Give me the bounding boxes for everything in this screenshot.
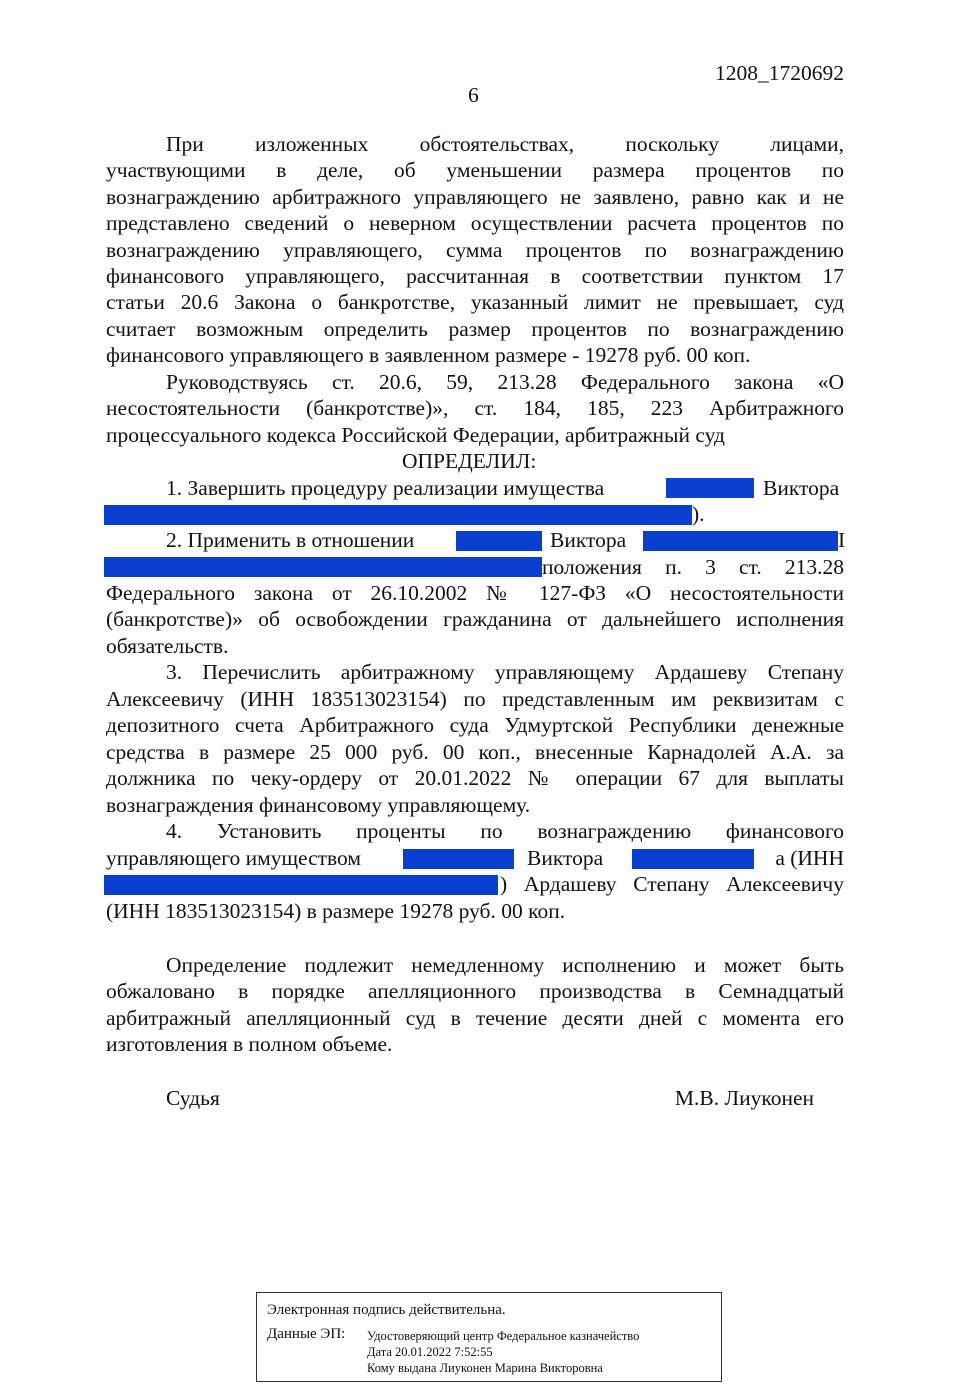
text-line: депозитного счета Арбитражного суда Удмуртской Республики денежные (106, 713, 844, 737)
text-line: (ИНН 183513023154) в размере 19278 руб. 00 коп. (106, 899, 566, 923)
text-line: Виктора (550, 528, 627, 552)
text-line: Определение подлежит немедленному исполнению и может быть (166, 953, 844, 977)
text-line: обжаловано в порядке апелляционного производства в Семнадцатый (106, 979, 844, 1003)
text-line: финансового управляющего, рассчитанная в соответствии пунктом 17 (106, 264, 844, 288)
signature-issuer: Удостоверяющий центр Федеральное казначейство (367, 1329, 640, 1343)
text-line: Виктора (527, 846, 604, 870)
redaction-bar (104, 505, 692, 525)
text-line: управляющего имуществом (106, 846, 361, 870)
text-line: статьи 20.6 Закона о банкротстве, указанный лимит не превышает, суд (106, 290, 844, 314)
text-line: изготовления в полном объеме. (106, 1032, 393, 1056)
text-line: При изложенных обстоятельствах, поскольку лицами, (166, 132, 844, 156)
redaction-bar (643, 531, 838, 551)
text-line: финансового управляющего в заявленном размере - 19278 руб. 00 коп. (106, 343, 751, 367)
text-line: процессуального кодекса Российской Федерации, арбитражный суд (106, 423, 725, 447)
text-line: 2. Применить в отношении (166, 528, 415, 552)
ruling-heading: ОПРЕДЕЛИЛ: (402, 449, 537, 473)
text-line: участвующими в деле, об уменьшении размера процентов по (106, 158, 844, 182)
signature-owner: Кому выдана Лиуконен Марина Викторовна (367, 1361, 603, 1375)
document-id: 1208_1720692 (715, 61, 844, 85)
text-line: положения п. 3 ст. 213.28 (542, 555, 844, 579)
text-line: несостоятельности (банкротстве)», ст. 184, 185, 223 Арбитражного (106, 396, 844, 420)
text-line: обязательств. (106, 634, 229, 658)
signature-label: Данные ЭП: (267, 1326, 346, 1342)
redaction-bar (104, 557, 542, 577)
redaction-bar (104, 875, 498, 895)
text-line: (банкротстве)» об освобождении гражданина от дальнейшего исполнения (106, 607, 844, 631)
text-line: Руководствуясь ст. 20.6, 59, 213.28 Федерального закона «О (166, 370, 844, 394)
text-line: I (838, 528, 846, 552)
text-line: считает возможным определить размер процентов по вознаграждению (106, 317, 844, 341)
signature-status: Электронная подпись действительна. (267, 1302, 506, 1318)
text-line: Федерального закона от 26.10.2002 № 127-ФЗ «О несостоятельности (106, 581, 844, 605)
text-line: вознаграждения финансовому управляющему. (106, 793, 531, 817)
judge-label: Судья (166, 1086, 220, 1110)
text-line: Алексеевичу (ИНН 183513023154) по представленным им реквизитам с (106, 687, 844, 711)
text-line: арбитражный апелляционный суд в течение десяти дней с момента его (106, 1006, 844, 1030)
redaction-bar (666, 478, 754, 498)
redaction-bar (632, 849, 754, 869)
text-line: а (ИНН (775, 846, 844, 870)
judge-name: М.В. Лиуконен (674, 1086, 814, 1110)
redaction-bar (403, 849, 514, 869)
text-line: ) Ардашеву Степану Алексеевичу (500, 872, 844, 896)
text-line: представлено сведений о неверном осуществлении расчета процентов по (106, 211, 844, 235)
signature-date: Дата 20.01.2022 7:52:55 (367, 1345, 493, 1359)
text-line: 3. Перечислить арбитражному управляющему Ардашеву Степану (166, 660, 844, 684)
text-line: Виктора (763, 476, 840, 500)
text-line: 1. Завершить процедуру реализации имущества (166, 476, 605, 500)
text-line: вознаграждению управляющего, сумма процентов по вознаграждению (106, 238, 844, 262)
text-line: вознаграждению арбитражного управляющего не заявлено, равно как и не (106, 185, 844, 209)
e-signature-stamp (256, 1292, 722, 1382)
text-line: должника по чеку-ордеру от 20.01.2022 № операции 67 для выплаты (106, 766, 844, 790)
text-line: 4. Установить проценты по вознаграждению финансового (166, 819, 844, 843)
text-line: ). (692, 502, 705, 526)
redaction-bar (456, 531, 542, 551)
page-number: 6 (468, 83, 479, 107)
text-line: средства в размере 25 000 руб. 00 коп., внесенные Карнадолей А.А. за (106, 740, 844, 764)
